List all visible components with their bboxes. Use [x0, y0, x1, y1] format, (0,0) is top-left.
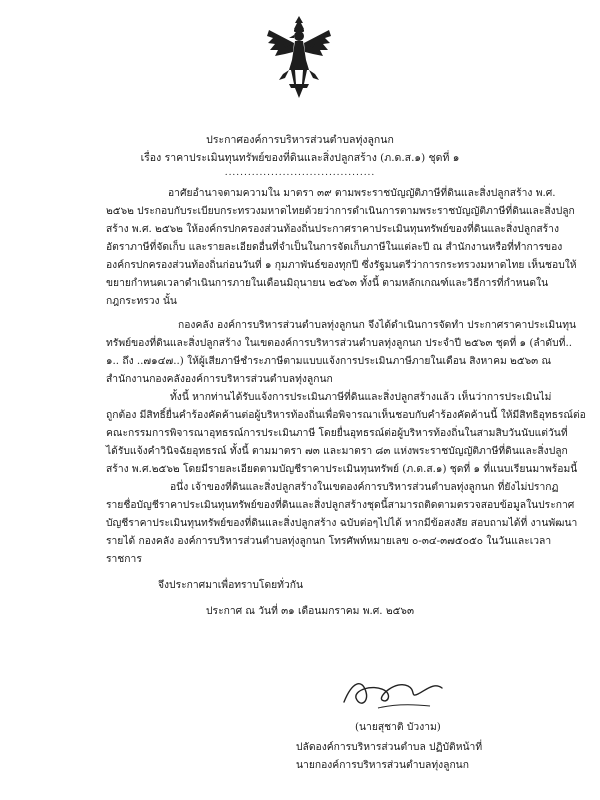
closing-announcement: จึงประกาศมาเพื่อทราบโดยทั่วกัน: [158, 579, 304, 591]
paragraph-1-line: องค์กรปกครองส่วนท้องถิ่นก่อนวันที่ ๑ กุมภาพันธ์ของทุกปี ซึ่งรัฐมนตรีว่าการกระทรวงมหาดไทย เห็นชอบให้: [106, 259, 577, 271]
paragraph-4-line: รายชื่อบัญชีราคาประเมินทุนทรัพย์ของที่ดินและสิ่งปลูกสร้างชุดนี้สามารถติดตามตรวจสอบข้อมูลในประกาศ: [106, 499, 575, 511]
announcement-subject: เรื่อง ราคาประเมินทุนทรัพย์ของที่ดินและสิ่งปลูกสร้าง (ภ.ด.ส.๑) ชุดที่ ๑: [140, 152, 460, 164]
paragraph-1-line: ขยายกำหนดเวลาดำเนินการภายในเดือนมิถุนายน ๒๕๖๓ ทั้งนี้ ตามหลักเกณฑ์และวิธีการที่กำหนดใน: [106, 277, 549, 289]
paragraph-3-line: คณะกรรมการพิจารณาอุทธรณ์การประเมินภาษี โดยยื่นอุทธรณ์ต่อผู้บริหารท้องถิ่นในสามสิบวันนับแต่วันที่: [106, 427, 568, 439]
signer-title: นายกองค์การบริหารส่วนตำบลทุ่งลูกนก: [296, 759, 469, 771]
signer-position: ปลัดองค์การบริหารส่วนตำบล ปฏิบัติหน้าที่: [296, 741, 483, 753]
paragraph-3-line: ได้รับแจ้งคำวินิจฉัยอุทธรณ์ ทั้งนี้ ตามมาตรา ๗๓ และมาตรา ๘๓ แห่งพระราชบัญญัติภาษีที่ดินและสิ่งปลูก: [106, 445, 568, 457]
paragraph-4-line: บัญชีราคาประเมินทุนทรัพย์ของที่ดินและสิ่งปลูกสร้าง ฉบับต่อๆไปได้ หากมีข้อสงสัย สอบถามได้ที่ งานพัฒนา: [106, 517, 578, 529]
paragraph-3-line: ถูกต้อง มีสิทธิ์ยื่นคำร้องคัดค้านต่อผู้บริหารท้องถิ่นเพื่อพิจารณาเห็นชอบกับคำร้องคัดค้านนี้ ให้มีสิทธิอุทธรณ์ต่อ: [106, 409, 586, 421]
garuda-emblem-icon: [265, 14, 333, 100]
signer-name: (นายสุชาติ บัวงาม): [355, 721, 441, 733]
paragraph-3-line: ทั้งนี้ หากท่านได้รับแจ้งการประเมินภาษีที่ดินและสิ่งปลูกสร้างแล้ว เห็นว่าการประเมินไม่: [170, 391, 552, 403]
announcement-date: ประกาศ ณ วันที่ ๓๑ เดือนมกราคม พ.ศ. ๒๕๖๓: [206, 605, 414, 617]
paragraph-4-line: รายได้ กองคลัง องค์การบริหารส่วนตำบลทุ่งลูกนก โทรศัพท์หมายเลข ๐-๓๔-๓๗๕๐๕๐ ในวันและเวลา: [106, 535, 552, 547]
paragraph-1-line: ๒๕๖๒ ประกอบกับระเบียบกระทรวงมหาดไทยด้วยว่าการดำเนินการตามพระราชบัญญัติภาษีที่ดินและสิ่งปลูก: [106, 205, 575, 217]
announcement-title: ประกาศองค์การบริหารส่วนตำบลทุ่งลูกนก: [206, 134, 394, 146]
paragraph-2-line: กองคลัง องค์การบริหารส่วนตำบลทุ่งลูกนก จึงได้ดำเนินการจัดทำ ประกาศราคาประเมินทุน: [178, 319, 577, 331]
paragraph-2-line: สำนักงานกองคลังองค์การบริหารส่วนตำบลทุ่งลูกนก: [106, 373, 333, 385]
paragraph-2-line: ทรัพย์ของที่ดินและสิ่งปลูกสร้าง ในเขตองค์การบริหารส่วนตำบลทุ่งลูกนก ประจำปี ๒๕๖๓ ชุดที่ ๑ (ลำดับที่..: [106, 337, 572, 349]
title-separator: .......................................: [224, 168, 376, 178]
paragraph-4-line: ราชการ: [106, 553, 142, 565]
paragraph-1-line: อาศัยอำนาจตามความใน มาตรา ๓๙ ตามพระราชบัญญัติภาษีที่ดินและสิ่งปลูกสร้าง พ.ศ.: [168, 187, 556, 199]
paragraph-1-line: อัตราภาษีที่จัดเก็บ และรายละเอียดอื่นที่จำเป็นในการจัดเก็บภาษีในแต่ละปี ณ สำนักงานหรือที่ทำการของ: [106, 241, 563, 253]
paragraph-4-line: อนึ่ง เจ้าของที่ดินและสิ่งปลูกสร้างในเขตองค์การบริหารส่วนตำบลทุ่งลูกนก ที่ยังไม่ปรากฏ: [170, 481, 559, 493]
paragraph-3-line: สร้าง พ.ศ.๒๕๖๒ โดยมีรายละเอียดตามบัญชีราคาประเมินทุนทรัพย์ (ภ.ด.ส.๑) ชุดที่ ๑ ที่แนบเรียนมาพร้อมนี้: [106, 463, 578, 475]
paragraph-1-line: สร้าง พ.ศ. ๒๕๖๒ ให้องค์กรปกครองส่วนท้องถิ่นประกาศราคาประเมินทุนทรัพย์ของที่ดินและสิ่งปลูกสร้าง: [106, 223, 559, 235]
paragraph-2-line: ๑.. ถึง ..๗๑๔๗..) ให้ผู้เสียภาษีชำระภาษีตามแบบแจ้งการประเมินภาษีภายในเดือน สิงหาคม ๒๕๖๓ ณ: [106, 355, 552, 367]
handwritten-signature: [338, 668, 448, 716]
paragraph-1-line: กฎกระทรวง นั้น: [106, 295, 177, 307]
